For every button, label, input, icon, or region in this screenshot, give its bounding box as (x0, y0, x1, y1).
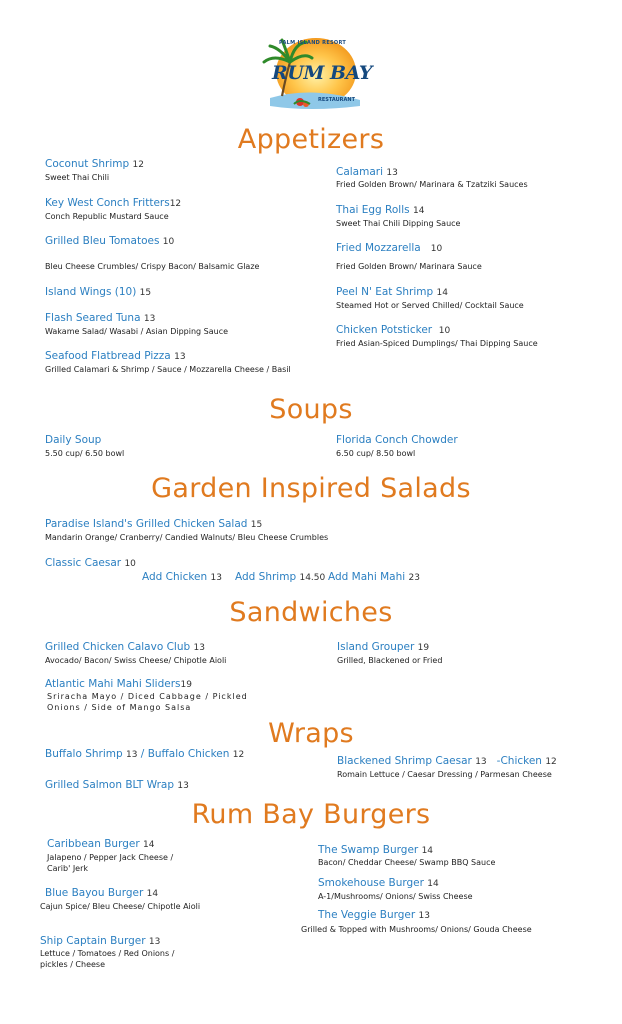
menu-item-desc: Cajun Spice/ Bleu Cheese/ Chipotle Aioli (40, 902, 201, 911)
menu-item-name: Flash Seared Tuna 13 (45, 312, 156, 324)
menu-item-desc: Steamed Hot or Served Chilled/ Cocktail Sauce (336, 301, 524, 310)
menu-item-name: Key West Conch Fritters12 (45, 197, 182, 209)
section-title-wraps: Wraps (268, 718, 354, 749)
menu-item-name: Grilled Bleu Tomatoes 10 (45, 235, 175, 247)
salad-addon: Add Chicken 13 (142, 571, 222, 583)
menu-item-desc: Grilled, Blackened or Fried (337, 656, 443, 665)
section-title-burgers: Rum Bay Burgers (191, 799, 431, 830)
menu-item-name: Peel N' Eat Shrimp 14 (336, 286, 448, 298)
menu-item-desc: Lettuce / Tomatoes / Red Onions / pickles / Cheese (40, 949, 175, 969)
menu-item-name: Daily Soup (45, 434, 102, 446)
menu-item-desc: Jalapeno / Pepper Jack Cheese / Carib' Jerk (47, 853, 174, 873)
menu-item-desc: Romain Lettuce / Caesar Dressing / Parmesan Cheese (337, 770, 552, 779)
menu-item-desc: Grilled Calamari & Shrimp / Sauce / Mozzarella Cheese / Basil (45, 365, 291, 374)
menu-item-name: Fried Mozzarella 10 (336, 242, 443, 254)
menu-item-name: Chicken Potsticker 10 (336, 324, 451, 336)
menu-item-name: Buffalo Shrimp 13 / Buffalo Chicken 12 (45, 748, 245, 760)
menu-item-name: Smokehouse Burger 14 (318, 877, 439, 889)
menu-item-name: Atlantic Mahi Mahi Sliders19 (45, 678, 192, 690)
menu-item-desc: Mandarin Orange/ Cranberry/ Candied Walnuts/ Bleu Cheese Crumbles (45, 533, 329, 542)
menu-item-name: Calamari 13 (336, 166, 398, 178)
menu-item-desc: Fried Asian-Spiced Dumplings/ Thai Dipping Sauce (336, 339, 538, 348)
menu-item-desc: Grilled & Topped with Mushrooms/ Onions/ Gouda Cheese (301, 925, 532, 934)
logo-top-text: PALM ISLAND RESORT (279, 40, 347, 46)
menu-item-desc: Fried Golden Brown/ Marinara & Tzatziki Sauces (336, 180, 528, 189)
menu-item-desc: Bacon/ Cheddar Cheese/ Swamp BBQ Sauce (318, 858, 496, 867)
salad-addon: Add Shrimp 14.50 (235, 571, 326, 583)
section-title-sandwiches: Sandwiches (229, 597, 393, 628)
section-title-salads: Garden Inspired Salads (151, 473, 471, 504)
menu-item-name: Blackened Shrimp Caesar 13 -Chicken 12 (337, 755, 557, 767)
salad-addon: Add Mahi Mahi 23 (328, 571, 420, 583)
menu-item-name: Blue Bayou Burger 14 (45, 887, 159, 899)
menu-item-desc: Fried Golden Brown/ Marinara Sauce (336, 262, 482, 271)
menu-item-desc: Sriracha Mayo / Diced Cabbage / Pickled (47, 692, 248, 701)
menu-item-name: Classic Caesar 10 (45, 557, 136, 569)
menu-item-desc: Bleu Cheese Crumbles/ Crispy Bacon/ Balsamic Glaze (45, 262, 260, 271)
menu-item-name: Thai Egg Rolls 14 (336, 204, 425, 216)
menu-item-name: Seafood Flatbread Pizza 13 (45, 350, 186, 362)
menu-item-desc: Onions / Side of Mango Salsa (47, 703, 192, 712)
menu-item-name: Grilled Chicken Calavo Club 13 (45, 641, 205, 653)
menu-item-name: Florida Conch Chowder (336, 434, 458, 446)
menu-item-name: The Veggie Burger 13 (318, 909, 430, 921)
menu-item-name: Ship Captain Burger 13 (40, 935, 161, 947)
menu-item-name: Island Grouper 19 (337, 641, 430, 653)
logo-sub-text: RESTAURANT (318, 97, 355, 103)
menu-item-desc: Conch Republic Mustard Sauce (45, 212, 169, 221)
menu-item-name: The Swamp Burger 14 (318, 844, 434, 856)
menu-item-desc: 5.50 cup/ 6.50 bowl (45, 449, 125, 458)
menu-item-desc: Sweet Thai Chili (45, 173, 110, 182)
menu-item-desc: Wakame Salad/ Wasabi / Asian Dipping Sauce (45, 327, 229, 336)
menu-item-desc: Avocado/ Bacon/ Swiss Cheese/ Chipotle Aioli (45, 656, 227, 665)
logo-name: RUM BAY (272, 62, 372, 84)
menu-item-name: Paradise Island's Grilled Chicken Salad 15 (45, 518, 263, 530)
menu-item-name: Coconut Shrimp 12 (45, 158, 144, 170)
menu-item-name: Grilled Salmon BLT Wrap 13 (45, 779, 189, 791)
menu-item-desc: Sweet Thai Chili Dipping Sauce (336, 219, 461, 228)
section-title-appetizers: Appetizers (237, 124, 385, 155)
menu-item-desc: A-1/Mushrooms/ Onions/ Swiss Cheese (318, 892, 473, 901)
menu-item-name: Island Wings (10) 15 (45, 286, 152, 298)
menu-item-desc: 6.50 cup/ 8.50 bowl (336, 449, 416, 458)
menu-item-name: Caribbean Burger 14 (47, 838, 155, 850)
section-title-soups: Soups (269, 394, 353, 425)
